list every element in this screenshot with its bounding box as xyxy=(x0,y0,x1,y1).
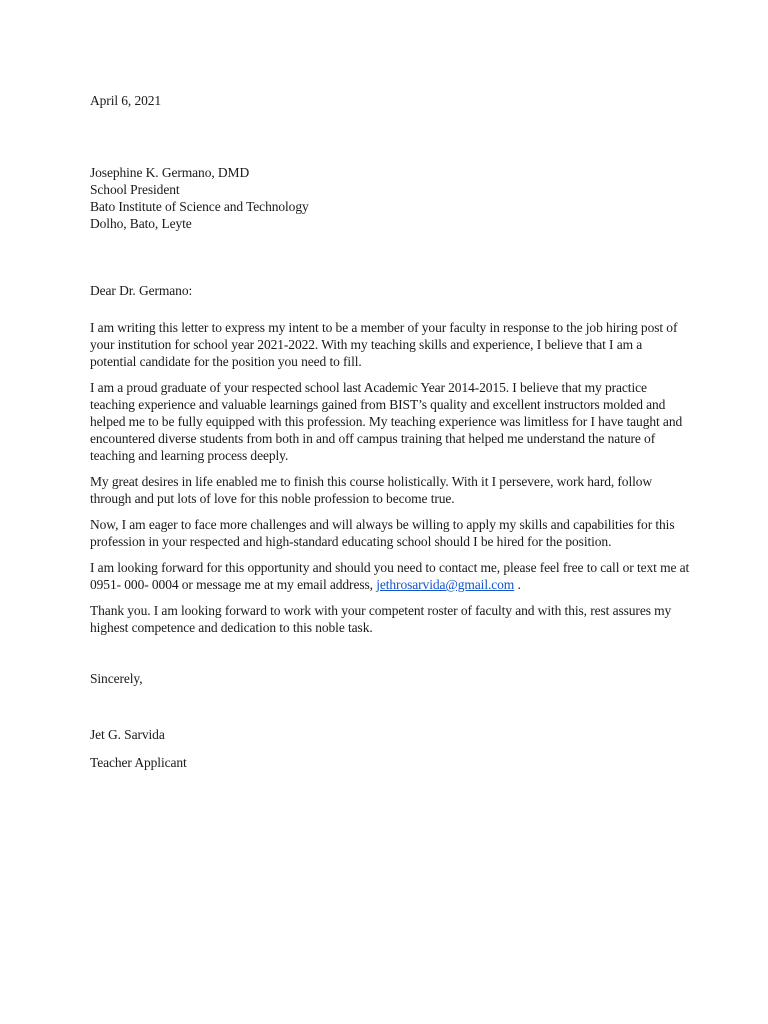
recipient-address: Dolho, Bato, Leyte xyxy=(90,216,192,231)
recipient-name: Josephine K. Germano, DMD xyxy=(90,165,250,180)
signer-name: Jet G. Sarvida xyxy=(90,727,165,742)
cover-letter xyxy=(90,92,690,771)
body-paragraph-challenges: Now, I am eager to face more challenges and will always be willing to apply my skills and capabilities for this profession in your respected and high-standard educating school should I be hired for the position. xyxy=(90,517,675,549)
signer-title: Teacher Applicant xyxy=(90,755,187,770)
body-paragraph-intent: I am writing this letter to express my intent to be a member of your faculty in response to the job hiring post of your institution for school year 2021-2022. With my teaching skills and experience, I believe that I am a potential candidate for the position you need to fill. xyxy=(90,320,678,369)
body-paragraph-contact xyxy=(90,559,690,593)
recipient-institution: Bato Institute of Science and Technology xyxy=(90,199,309,214)
salutation: Dear Dr. Germano: xyxy=(90,283,193,298)
closing: Sincerely, xyxy=(90,671,143,686)
body-paragraph-thanks: Thank you. I am looking forward to work with your competent roster of faculty and with this, rest assures my highest competence and dedication to this noble task. xyxy=(90,603,672,635)
body-paragraph-desire: My great desires in life enabled me to finish this course holistically. With it I persevere, work hard, follow through and put lots of love for this noble profession to become true. xyxy=(90,474,653,506)
email-link[interactable]: jethrosarvida@gmail.com xyxy=(376,577,515,592)
letter-date: April 6, 2021 xyxy=(90,93,162,108)
contact-text: I am looking forward for this opportunity and should you need to contact me, please feel free to call or text me at 0951- 000- 0004 or message me at my email address, xyxy=(90,560,690,592)
contact-text-end: . xyxy=(514,577,521,592)
body-paragraph-background: I am a proud graduate of your respected school last Academic Year 2014-2015. I believe that my practice teaching experience and valuable learnings gained from BIST’s quality and excellent instructors molded and helped me to be fully equipped with this profession. My teaching experience was limitless for I have taught and encountered diverse students from both in and off campus training that helped me understand the nature of teaching and learning process deeply. xyxy=(90,380,683,463)
recipient-block xyxy=(90,164,690,232)
recipient-title: School President xyxy=(90,182,180,197)
